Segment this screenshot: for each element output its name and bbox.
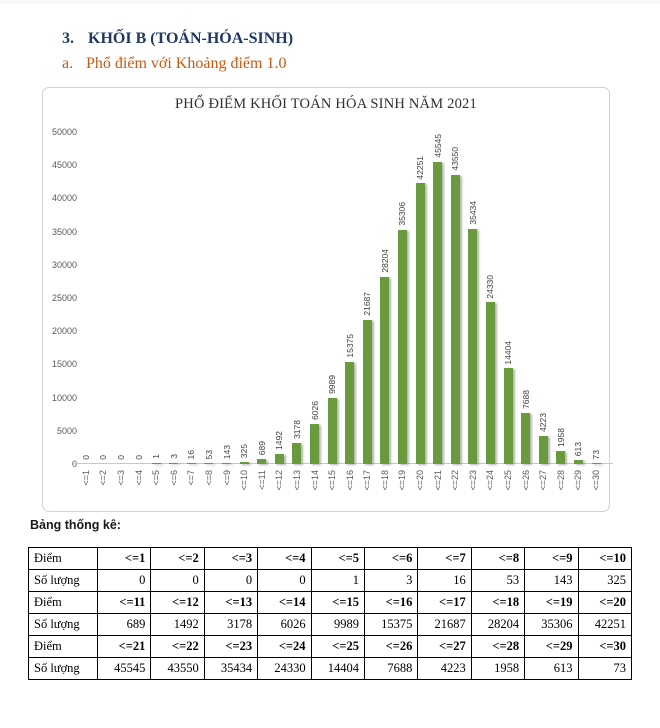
bar <box>380 277 389 464</box>
bar-slot <box>130 132 148 464</box>
bar-slot <box>253 132 271 464</box>
x-axis-label: <=29 <box>573 470 584 491</box>
bar-value-label: 0 <box>115 455 126 460</box>
x-axis-slot <box>323 470 341 491</box>
table-cell: 35306 <box>525 614 578 636</box>
bar-slot <box>147 132 165 464</box>
bar-slot <box>235 132 253 464</box>
x-axis-slot <box>517 470 535 491</box>
y-axis-tick: 10000 <box>51 392 77 403</box>
bar-value-label: 613 <box>573 441 584 456</box>
stats-table-body <box>29 548 632 680</box>
bar <box>363 320 372 464</box>
table-cell: 42251 <box>578 614 631 636</box>
row-label: Điểm <box>29 636 98 658</box>
table-cell: <=20 <box>578 592 631 614</box>
x-axis-label: <=12 <box>274 470 285 491</box>
table-cell: 6026 <box>258 614 311 636</box>
y-axis-tick: 25000 <box>51 293 77 303</box>
bar-value-label: 14404 <box>503 340 514 365</box>
table-cell: <=6 <box>364 548 417 570</box>
x-axis-slot <box>411 470 429 491</box>
x-axis-slot <box>341 470 359 491</box>
bar-value-label: 0 <box>98 455 109 460</box>
bar <box>169 463 178 464</box>
bar <box>152 463 161 464</box>
table-cell: 24330 <box>258 658 311 680</box>
stats-table <box>28 547 632 680</box>
table-cell: 325 <box>578 570 631 592</box>
table-cell: 21687 <box>418 614 471 636</box>
table-cell: <=24 <box>258 636 311 658</box>
bar <box>468 229 477 464</box>
bar-slot <box>587 132 605 464</box>
table-cell: 3 <box>364 570 417 592</box>
table-cell: <=29 <box>525 636 578 658</box>
table-cell: <=23 <box>204 636 257 658</box>
x-axis-slot <box>130 470 148 491</box>
row-label: Số lượng <box>29 614 98 636</box>
table-cell: 53 <box>471 570 524 592</box>
chart-card <box>42 87 610 512</box>
x-axis-slot <box>464 470 482 491</box>
section-heading <box>62 30 293 48</box>
table-cell: 143 <box>525 570 578 592</box>
section-title: KHỐI B (TOÁN-HÓA-SINH) <box>88 30 294 47</box>
table-row <box>29 548 632 570</box>
bar-slot <box>517 132 535 464</box>
bar-slot <box>429 132 447 464</box>
x-axis-slot <box>200 470 218 491</box>
x-axis-slot <box>306 470 324 491</box>
bar <box>204 463 213 464</box>
table-cell: <=27 <box>418 636 471 658</box>
table-cell: <=18 <box>471 592 524 614</box>
table-cell: <=15 <box>311 592 364 614</box>
x-axis-label: <=28 <box>555 470 566 491</box>
bar-slot <box>95 132 113 464</box>
bar-value-label: 53 <box>203 449 214 459</box>
table-cell: 689 <box>98 614 151 636</box>
bar-value-label: 7688 <box>520 390 531 409</box>
bar-value-label: 3 <box>168 454 179 459</box>
bar <box>328 398 337 464</box>
x-axis-label: <=30 <box>591 470 602 491</box>
table-cell: <=1 <box>98 548 151 570</box>
subsection-letter: a. <box>62 55 74 72</box>
x-axis-slot <box>95 470 113 491</box>
x-axis-slot <box>394 470 412 491</box>
table-cell: <=22 <box>151 636 204 658</box>
table-cell: 28204 <box>471 614 524 636</box>
bar-value-label: 325 <box>239 443 250 458</box>
table-cell: 0 <box>258 570 311 592</box>
bar <box>556 451 565 464</box>
x-axis-label: <=22 <box>450 470 461 491</box>
table-cell: <=5 <box>311 548 364 570</box>
y-axis-tick: 30000 <box>51 259 77 270</box>
table-cell: <=12 <box>151 592 204 614</box>
x-axis-label: <=6 <box>168 470 179 486</box>
bar-slot <box>306 132 324 464</box>
table-row <box>29 614 632 636</box>
table-cell: 73 <box>578 658 631 680</box>
bar-slot <box>288 132 306 464</box>
table-cell: 15375 <box>364 614 417 636</box>
table-cell: <=11 <box>98 592 151 614</box>
x-axis-slot <box>482 470 500 491</box>
y-axis-tick: 15000 <box>51 359 77 370</box>
table-cell: <=26 <box>364 636 417 658</box>
table-cell: 1492 <box>151 614 204 636</box>
x-axis-label: <=19 <box>397 470 408 491</box>
bar-slot <box>552 132 570 464</box>
row-label: Điểm <box>29 548 98 570</box>
bar <box>451 175 460 464</box>
table-cell: <=16 <box>364 592 417 614</box>
x-axis-slot <box>376 470 394 491</box>
x-axis-labels <box>77 470 605 491</box>
x-axis-slot <box>288 470 306 491</box>
table-cell: <=10 <box>578 548 631 570</box>
table-row <box>29 592 632 614</box>
x-axis-label: <=8 <box>203 470 214 486</box>
x-axis-slot <box>534 470 552 491</box>
bar-value-label: 1 <box>151 454 162 459</box>
bar-slot <box>411 132 429 464</box>
bar <box>240 462 249 464</box>
bar-value-label: 35434 <box>467 201 478 225</box>
bar-slot <box>323 132 341 464</box>
table-cell: 613 <box>525 658 578 680</box>
table-cell: 35434 <box>204 658 257 680</box>
table-cell: <=7 <box>418 548 471 570</box>
bar-value-label: 35306 <box>397 201 408 226</box>
x-axis-label: <=14 <box>309 470 320 491</box>
bar <box>275 454 284 464</box>
table-cell: 1 <box>311 570 364 592</box>
bar <box>504 368 513 464</box>
y-axis-tick: 50000 <box>51 127 77 137</box>
table-cell: <=9 <box>525 548 578 570</box>
table-cell: <=4 <box>258 548 311 570</box>
section-number: 3. <box>62 30 74 47</box>
table-cell: 0 <box>151 570 204 592</box>
table-cell: 16 <box>418 570 471 592</box>
bar-value-label: 45545 <box>432 133 443 158</box>
x-axis-slot <box>429 470 447 491</box>
x-axis-slot <box>499 470 517 491</box>
bar-value-label: 3178 <box>291 419 302 439</box>
y-axis-tick: 5000 <box>56 425 77 436</box>
x-axis-slot <box>359 470 377 491</box>
x-axis-slot <box>112 470 130 491</box>
bar-slot <box>183 132 201 464</box>
x-axis-label: <=7 <box>186 470 197 486</box>
row-label: Số lượng <box>29 570 98 592</box>
x-axis-label: <=25 <box>503 470 514 491</box>
table-cell: 45545 <box>98 658 151 680</box>
bar <box>257 459 266 464</box>
bar <box>592 463 601 464</box>
table-cell: 1958 <box>471 658 524 680</box>
x-axis-slot <box>77 470 95 491</box>
bar <box>292 443 301 464</box>
table-cell: <=14 <box>258 592 311 614</box>
table-cell: <=25 <box>311 636 364 658</box>
x-axis-label: <=27 <box>538 470 549 491</box>
bar-slot <box>359 132 377 464</box>
bar <box>416 183 425 464</box>
x-axis-label: <=20 <box>415 470 426 491</box>
table-cell: 14404 <box>311 658 364 680</box>
bar <box>398 230 407 464</box>
bar-value-label: 1492 <box>274 431 285 451</box>
x-axis-label: <=13 <box>291 470 302 491</box>
table-cell: 4223 <box>418 658 471 680</box>
bar-slot <box>77 132 95 464</box>
x-axis-label: <=18 <box>379 470 390 491</box>
x-axis-label: <=9 <box>221 470 232 486</box>
bar-value-label: 73 <box>591 449 602 459</box>
table-cell: <=30 <box>578 636 631 658</box>
bar <box>187 463 196 464</box>
bar <box>539 436 548 464</box>
table-cell: 7688 <box>364 658 417 680</box>
x-axis-slot <box>271 470 289 491</box>
subsection-heading <box>62 55 286 73</box>
bar-slot <box>570 132 588 464</box>
x-axis-label: <=11 <box>256 470 267 490</box>
bar <box>486 302 495 464</box>
table-cell: 3178 <box>204 614 257 636</box>
bar-value-label: 24330 <box>485 274 496 299</box>
bar-value-label: 9989 <box>327 374 338 394</box>
bar <box>345 362 354 464</box>
x-axis-slot <box>235 470 253 491</box>
x-axis-slot <box>183 470 201 491</box>
bar <box>222 463 231 464</box>
x-axis-slot <box>253 470 271 491</box>
bar-value-label: 21687 <box>362 292 373 316</box>
bar-value-label: 42251 <box>415 155 426 180</box>
chart-title: PHỔ ĐIỂM KHỐI TOÁN HÓA SINH NĂM 2021 <box>175 96 477 112</box>
table-cell: <=3 <box>204 548 257 570</box>
x-axis-label: <=21 <box>432 470 443 491</box>
table-row <box>29 636 632 658</box>
y-axis-tick: 35000 <box>51 226 77 237</box>
bar-slot <box>341 132 359 464</box>
table-cell: 0 <box>204 570 257 592</box>
x-axis-label: <=17 <box>362 470 373 491</box>
bar-slot <box>482 132 500 464</box>
x-axis-label: <=5 <box>151 470 162 486</box>
table-row <box>29 570 632 592</box>
x-axis-label: <=15 <box>327 470 338 491</box>
table-row <box>29 658 632 680</box>
x-axis-slot <box>570 470 588 491</box>
row-label: Điểm <box>29 592 98 614</box>
table-cell: <=8 <box>471 548 524 570</box>
bar-slot <box>394 132 412 464</box>
bar-value-label: 0 <box>80 455 91 460</box>
table-cell: <=17 <box>418 592 471 614</box>
bar-value-label: 15375 <box>344 334 355 358</box>
table-cell: <=28 <box>471 636 524 658</box>
x-axis-label: <=10 <box>239 470 250 491</box>
bar-value-label: 1958 <box>555 428 566 447</box>
y-axis-tick: 45000 <box>51 160 77 171</box>
bar-slot <box>376 132 394 464</box>
x-axis-label: <=3 <box>115 470 126 486</box>
table-cell: <=19 <box>525 592 578 614</box>
bar-slot <box>112 132 130 464</box>
bar <box>574 460 583 464</box>
bar-slot <box>464 132 482 464</box>
bar-value-label: 689 <box>256 441 267 456</box>
y-axis-tick: 40000 <box>51 193 77 204</box>
x-axis-label: <=24 <box>485 470 496 491</box>
x-axis-label: <=23 <box>467 470 478 491</box>
bar-slot <box>200 132 218 464</box>
table-cell: 43550 <box>151 658 204 680</box>
x-axis-slot <box>147 470 165 491</box>
bar-value-label: 0 <box>133 455 144 460</box>
bar-value-label: 4223 <box>538 413 549 432</box>
bar-value-label: 28204 <box>379 249 390 273</box>
x-axis-label: <=4 <box>133 470 144 486</box>
bar <box>310 424 319 464</box>
bar-value-label: 43550 <box>450 147 461 171</box>
row-label: Số lượng <box>29 658 98 680</box>
bars <box>77 132 605 464</box>
table-cell: <=13 <box>204 592 257 614</box>
bar-slot <box>218 132 236 464</box>
bar-value-label: 16 <box>186 449 197 459</box>
x-axis-label: <=26 <box>520 470 531 491</box>
page-top-strip <box>0 0 660 4</box>
table-cell: 9989 <box>311 614 364 636</box>
bar-slot <box>499 132 517 464</box>
x-axis-slot <box>587 470 605 491</box>
bar-value-label: 143 <box>221 444 232 459</box>
x-axis-slot <box>218 470 236 491</box>
x-axis-label: <=2 <box>98 470 109 486</box>
x-axis-slot <box>446 470 464 491</box>
bar-slot <box>534 132 552 464</box>
bar-slot <box>271 132 289 464</box>
bar-value-label: 6026 <box>309 401 320 420</box>
x-axis-slot <box>552 470 570 491</box>
x-axis-label: <=1 <box>80 470 91 486</box>
table-caption: Bảng thống kê: <box>30 518 121 532</box>
table-cell: 0 <box>98 570 151 592</box>
table-cell: <=21 <box>98 636 151 658</box>
bar-slot <box>446 132 464 464</box>
y-axis-tick: 20000 <box>51 326 77 337</box>
bar <box>433 162 442 464</box>
x-axis-slot <box>165 470 183 491</box>
x-axis-label: <=16 <box>344 470 355 491</box>
bar <box>521 413 530 464</box>
y-axis-tick: 0 <box>71 459 77 469</box>
table-cell: <=2 <box>151 548 204 570</box>
subsection-title: Phổ điểm với Khoảng điểm 1.0 <box>86 55 287 72</box>
bar-slot <box>165 132 183 464</box>
